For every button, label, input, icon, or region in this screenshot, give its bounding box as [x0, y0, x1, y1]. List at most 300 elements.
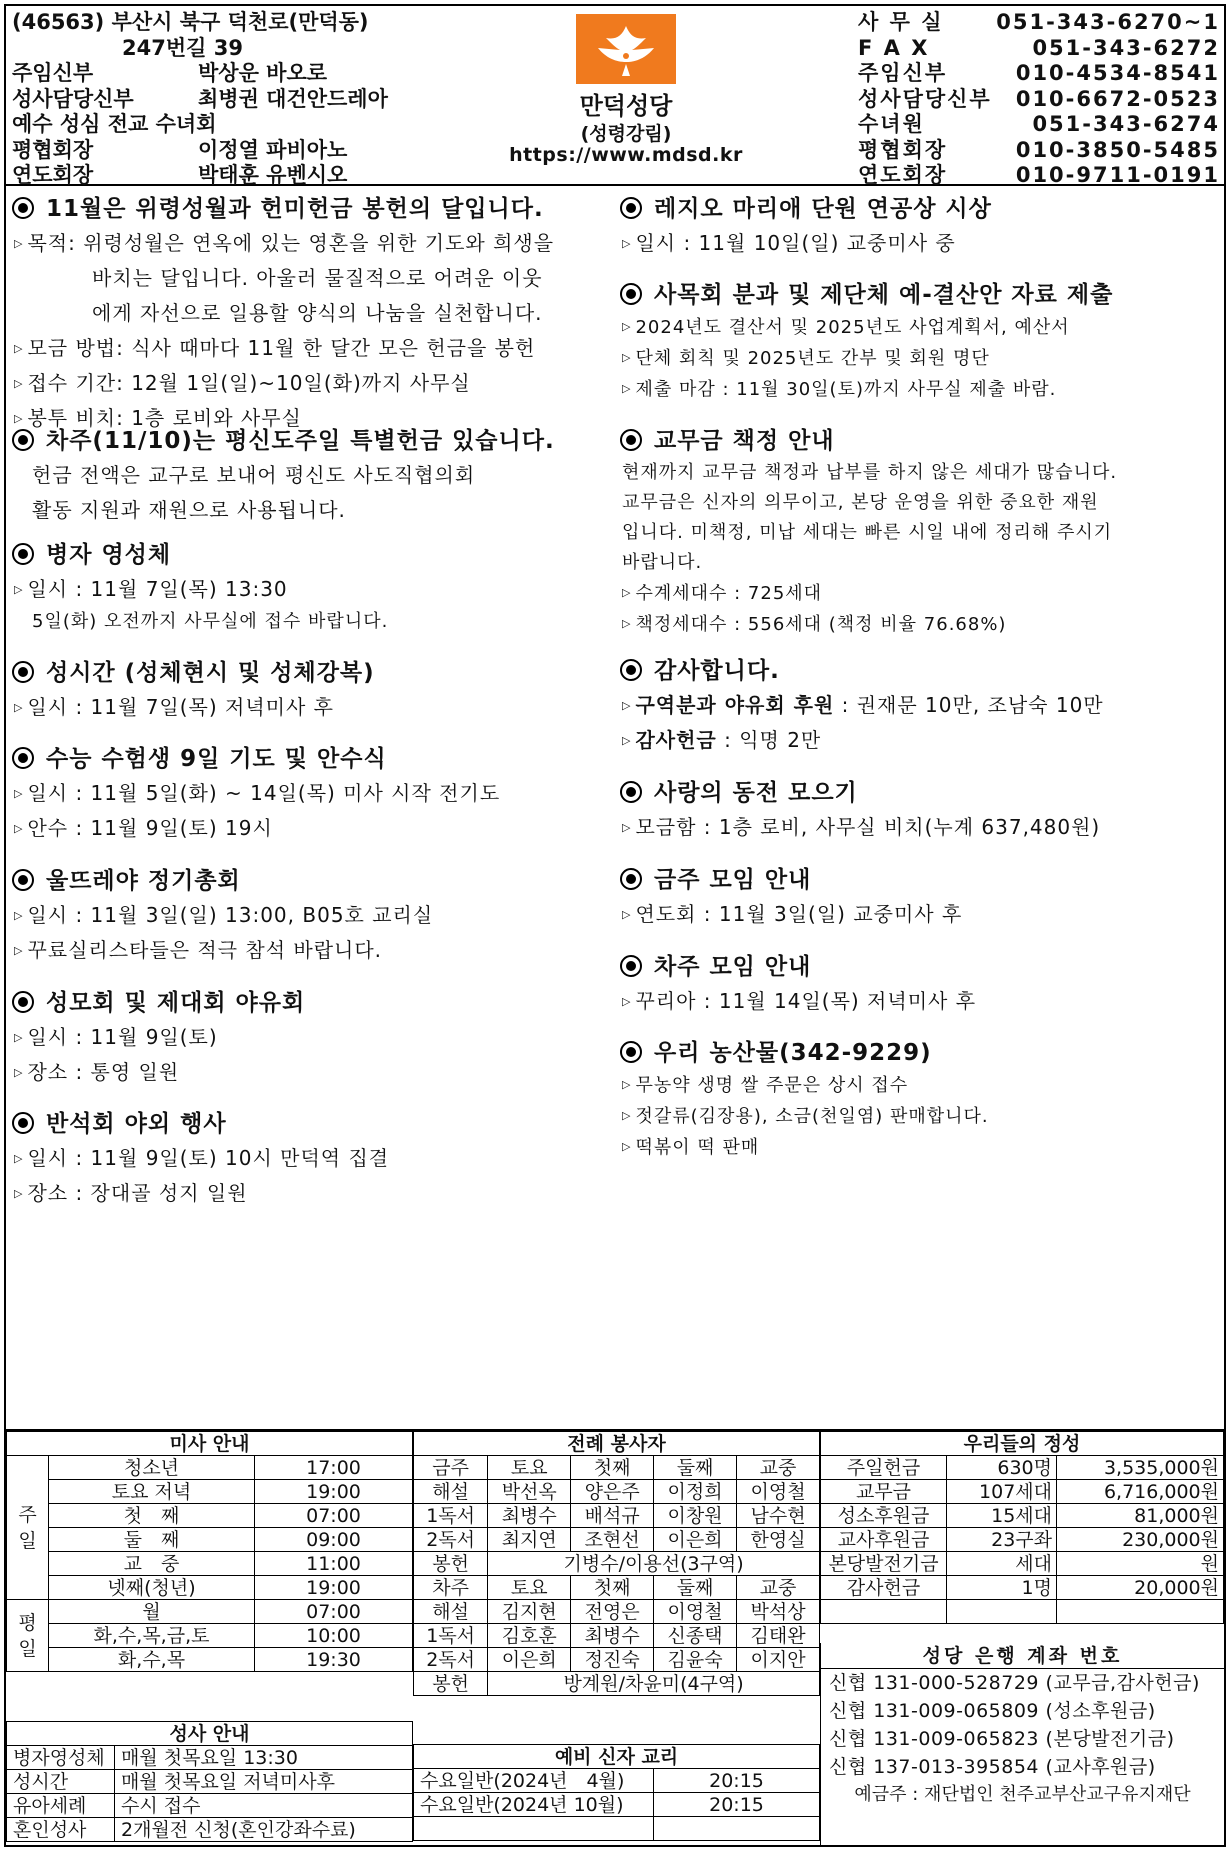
church-name: 만덕성당	[579, 92, 673, 120]
section-title-text: 차주 모임 안내	[654, 954, 812, 980]
triangle-bullet-icon: ▷	[14, 237, 24, 250]
table-row	[414, 1817, 820, 1841]
target-bullet-icon	[620, 1041, 642, 1063]
role-cell: 해설	[414, 1480, 488, 1504]
list-item	[6, 811, 614, 846]
offering-amount: 81,000원	[1057, 1504, 1224, 1528]
list-item	[6, 458, 614, 493]
list-item-text: 일시 : 11월 9일(토)	[27, 1025, 218, 1049]
table-header-cell: 차주	[414, 1576, 488, 1600]
class-time: 20:15	[654, 1769, 820, 1793]
announcement-section	[6, 1107, 614, 1211]
triangle-bullet-icon: ▷	[622, 821, 632, 834]
section-title-text: 레지오 마리애 단원 연공상 시상	[654, 196, 992, 222]
list-item	[614, 810, 1224, 845]
server-cell: 이은희	[654, 1528, 737, 1552]
announcement-section	[6, 864, 614, 968]
server-cell: 이정희	[654, 1480, 737, 1504]
table-row	[7, 1746, 413, 1770]
triangle-bullet-icon: ▷	[14, 412, 24, 425]
triangle-bullet-icon: ▷	[622, 699, 632, 712]
liturgy-servers-table	[413, 1431, 820, 1696]
announcement-section	[614, 950, 1224, 1019]
list-item-text: 현재까지 교무금 책정과 납부를 하지 않은 세대가 많습니다.	[622, 462, 1118, 483]
list-item	[6, 493, 614, 528]
list-item-text: 책정세대수 : 556세대 (책정 비율 76.68%)	[635, 614, 1007, 635]
triangle-bullet-icon: ▷	[622, 586, 632, 599]
offering-count: 1명	[947, 1576, 1057, 1600]
server-cell: 김윤숙	[654, 1648, 737, 1672]
target-bullet-icon	[620, 659, 642, 681]
mass-time: 11:00	[255, 1552, 413, 1576]
section-title	[6, 986, 614, 1020]
server-cell: 박선옥	[488, 1480, 571, 1504]
list-item-text: 헌금 전액은 교구로 보내어 평신도 사도직협의회	[32, 463, 476, 487]
bank-account: 신협 131-000-528729 (교무금,감사헌금)	[829, 1672, 1200, 1694]
section-title-text: 성모회 및 제대회 야유회	[46, 990, 306, 1016]
server-cell: 방계원/차윤미(4구역)	[488, 1672, 820, 1696]
list-item-text: 바랍니다.	[622, 552, 703, 573]
announcement-section	[614, 654, 1224, 758]
section-title	[6, 1107, 614, 1141]
offering-count: 세대	[947, 1552, 1057, 1576]
mass-name: 화,수,목	[49, 1648, 255, 1672]
list-item-text: 제출 마감 : 11월 30일(토)까지 사무실 제출 바람.	[635, 379, 1057, 400]
server-cell: 최지연	[488, 1528, 571, 1552]
server-cell: 김호훈	[488, 1624, 571, 1648]
section-title-text: 수능 수험생 9일 기도 및 안수식	[46, 746, 387, 772]
list-item-text: 입니다. 미책정, 미납 세대는 빠른 시일 내에 정리해 주시기	[622, 522, 1113, 543]
section-title	[614, 278, 1224, 312]
table-row	[414, 1672, 820, 1696]
role-cell: 2독서	[414, 1528, 488, 1552]
table-title: 성사 안내	[7, 1722, 413, 1746]
table-row	[414, 1600, 820, 1624]
list-item	[614, 1132, 1224, 1163]
list-item-text: 활동 지원과 재원으로 사용됩니다.	[32, 498, 346, 522]
list-item-text: 바치는 달입니다. 아울러 물질적으로 어려운 이웃	[92, 266, 543, 290]
bank-account: 신협 131-009-065823 (본당발전기금)	[829, 1728, 1175, 1750]
mass-time: 19:30	[255, 1648, 413, 1672]
triangle-bullet-icon: ▷	[14, 1152, 24, 1165]
sacrament-name: 성시간	[7, 1770, 115, 1794]
list-item	[6, 572, 614, 607]
announcement-section	[614, 776, 1224, 845]
mass-name: 교 중	[49, 1552, 255, 1576]
triangle-bullet-icon: ▷	[622, 1140, 632, 1153]
server-cell: 신종택	[654, 1624, 737, 1648]
table-row	[414, 1504, 820, 1528]
section-title-text: 사랑의 동전 모으기	[654, 780, 858, 806]
table-row	[7, 1456, 413, 1480]
list-item	[6, 607, 614, 637]
section-title-text: 차주(11/10)는 평신도주일 특별헌금 있습니다.	[46, 428, 555, 454]
table-row	[7, 1648, 413, 1672]
table-row	[414, 1456, 820, 1480]
list-item-text: 꾸료실리스타들은 적극 참석 바랍니다.	[27, 938, 383, 962]
holy-spirit-logo-icon	[576, 14, 676, 84]
list-item	[614, 1101, 1224, 1132]
section-title-text: 사목회 분과 및 제단체 예-결산안 자료 제출	[654, 282, 1114, 308]
class-name: 수요일반(2024년 10월)	[414, 1793, 654, 1817]
list-item	[614, 226, 1224, 261]
catechism-table	[413, 1744, 820, 1841]
table-header-cell: 금주	[414, 1456, 488, 1480]
section-title	[614, 654, 1224, 688]
sacrament-detail: 매월 첫목요일 저녁미사후	[115, 1770, 413, 1794]
bulletin-page	[4, 4, 1226, 1847]
target-bullet-icon	[12, 429, 34, 451]
section-title	[614, 950, 1224, 984]
list-item	[614, 984, 1224, 1019]
list-item-text: 접수 기간: 12월 1일(일)~10일(화)까지 사무실	[27, 371, 471, 395]
list-item-text: 모금함 : 1층 로비, 사무실 비치(누계 637,480원)	[635, 815, 1101, 839]
list-item	[614, 723, 1224, 758]
section-title	[6, 538, 614, 572]
offering-amount: 3,535,000원	[1057, 1456, 1224, 1480]
list-item	[6, 1020, 614, 1055]
contact-number: 051-343-6270~1	[996, 10, 1220, 34]
announcement-section	[614, 424, 1224, 640]
list-item-text: 모금 방법: 식사 때마다 11월 한 달간 모은 헌금을 봉헌	[27, 336, 536, 360]
list-item-text: 5일(화) 오전까지 사무실에 접수 바랍니다.	[32, 611, 389, 632]
section-title-text: 금주 모임 안내	[654, 867, 812, 893]
list-item-text: 안수 : 11월 9일(토) 19시	[27, 816, 273, 840]
list-item	[6, 331, 614, 366]
target-bullet-icon	[620, 868, 642, 890]
list-item-text: 무농약 생명 쌀 주문은 상시 접수	[635, 1075, 909, 1096]
announcement-section	[6, 742, 614, 846]
bottom-info-tables	[6, 1429, 1224, 1847]
bank-title: 성당 은행 계좌 번호	[821, 1643, 1224, 1669]
server-cell: 김지현	[488, 1600, 571, 1624]
list-item	[6, 226, 614, 261]
list-item-text: 일시 : 11월 10일(일) 교중미사 중	[635, 231, 956, 255]
triangle-bullet-icon: ▷	[14, 583, 24, 596]
offering-amount: 6,716,000원	[1057, 1480, 1224, 1504]
list-item	[614, 312, 1224, 343]
table-row	[414, 1576, 820, 1600]
list-item-text: : 권재문 10만, 조남숙 10만	[834, 693, 1104, 717]
list-item-text: 봉투 비치: 1층 로비와 사무실	[27, 406, 302, 430]
sacrament-name: 유아세례	[7, 1794, 115, 1818]
offering-type: 성소후원금	[821, 1504, 947, 1528]
list-item	[6, 898, 614, 933]
list-item-text: 2024년도 결산서 및 2025년도 사업계획서, 예산서	[635, 317, 1070, 338]
offering-count: 15세대	[947, 1504, 1057, 1528]
target-bullet-icon	[620, 955, 642, 977]
list-item-text: 젓갈류(김장용), 소금(천일염) 판매합니다.	[635, 1106, 989, 1127]
target-bullet-icon	[12, 543, 34, 565]
announcement-section	[6, 538, 614, 637]
section-title	[6, 742, 614, 776]
table-title: 미사 안내	[7, 1432, 413, 1456]
list-item-text: 연도회 : 11월 3일(일) 교중미사 후	[635, 902, 963, 926]
sacrament-detail: 매월 첫목요일 13:30	[115, 1746, 413, 1770]
table-row	[821, 1528, 1224, 1552]
role-cell: 봉헌	[414, 1552, 488, 1576]
list-item-text: 일시 : 11월 7일(목) 저녁미사 후	[27, 695, 334, 719]
offering-type: 교사후원금	[821, 1528, 947, 1552]
server-cell: 최병수	[571, 1624, 654, 1648]
list-item	[6, 1176, 614, 1211]
bank-account: 신협 137-013-395854 (교사후원금)	[829, 1756, 1156, 1778]
weekday-label: 평 일	[7, 1600, 49, 1672]
table-row	[414, 1480, 820, 1504]
announcement-section	[614, 1036, 1224, 1163]
table-row	[7, 1552, 413, 1576]
target-bullet-icon	[620, 781, 642, 803]
contact-number: 051-343-6274	[1032, 112, 1220, 136]
bank-account: 신협 131-009-065809 (성소후원금)	[829, 1700, 1156, 1722]
announcement-section	[614, 192, 1224, 261]
staff-name: 박태훈 유벤시오	[198, 163, 348, 187]
offering-type: 본당발전기금	[821, 1552, 947, 1576]
list-item	[614, 609, 1224, 640]
list-item-text: 장소 : 장대골 성지 일원	[27, 1181, 248, 1205]
list-item-text: 목적: 위령성월은 연옥에 있는 영혼을 위한 기도와 희생을	[27, 231, 555, 255]
sacrament-name: 병자영성체	[7, 1746, 115, 1770]
offering-amount: 230,000원	[1057, 1528, 1224, 1552]
server-cell: 전영은	[571, 1600, 654, 1624]
list-item-text: : 익명 2만	[716, 728, 822, 752]
role-cell: 해설	[414, 1600, 488, 1624]
role-cell: 봉헌	[414, 1672, 488, 1696]
contact-label: 사 무 실	[858, 10, 944, 34]
announcement-section	[6, 192, 614, 436]
list-item	[6, 933, 614, 968]
announcement-section	[6, 424, 614, 528]
section-title	[6, 864, 614, 898]
section-title	[614, 776, 1224, 810]
list-item	[614, 458, 1224, 488]
class-time: 20:15	[654, 1793, 820, 1817]
list-item	[614, 343, 1224, 374]
triangle-bullet-icon: ▷	[14, 342, 24, 355]
staff-role: 성사담당신부	[12, 86, 134, 111]
contact-label: 주임신부	[858, 61, 948, 85]
section-title-text: 반석회 야외 행사	[46, 1111, 227, 1137]
section-title	[614, 1036, 1224, 1070]
triangle-bullet-icon: ▷	[622, 995, 632, 1008]
server-cell: 이영철	[654, 1600, 737, 1624]
table-header-cell: 교중	[737, 1456, 820, 1480]
role-cell: 1독서	[414, 1624, 488, 1648]
sacrament-detail: 2개월전 신청(혼인강좌수료)	[115, 1818, 413, 1842]
mass-name: 토요 저녁	[49, 1480, 255, 1504]
church-subtitle: (성령강림)	[580, 123, 672, 145]
list-item	[614, 548, 1224, 578]
list-item	[614, 488, 1224, 518]
header-right-contacts	[858, 10, 1224, 189]
offering-count: 630명	[947, 1456, 1057, 1480]
list-item-text: 수계세대수 : 725세대	[635, 583, 823, 604]
offering-count: 107세대	[947, 1480, 1057, 1504]
sacrament-name: 혼인성사	[7, 1818, 115, 1842]
table-row	[414, 1793, 820, 1817]
table-row	[7, 1576, 413, 1600]
table-row	[821, 1504, 1224, 1528]
contact-number: 051-343-6272	[1032, 35, 1220, 60]
mass-time: 19:00	[255, 1576, 413, 1600]
list-item	[6, 296, 614, 331]
list-item-text: 꾸리아 : 11월 14일(목) 저녁미사 후	[635, 989, 977, 1013]
contact-label: 수녀원	[858, 112, 925, 136]
bank-accounts-block	[820, 1643, 1224, 1847]
triangle-bullet-icon: ▷	[14, 944, 24, 957]
sacrament-table	[6, 1721, 413, 1842]
table-row	[7, 1818, 413, 1842]
table-row	[7, 1480, 413, 1504]
mass-time: 17:00	[255, 1456, 413, 1480]
offering-type: 감사헌금	[821, 1576, 947, 1600]
server-cell: 최병수	[488, 1504, 571, 1528]
staff-name: 이정열 파비아노	[198, 137, 348, 162]
triangle-bullet-icon: ▷	[14, 909, 24, 922]
contact-number: 010-9711-0191	[1015, 163, 1220, 187]
server-cell: 한영실	[737, 1528, 820, 1552]
section-title-text: 교무금 책정 안내	[654, 428, 835, 454]
section-title	[614, 192, 1224, 226]
table-row	[821, 1456, 1224, 1480]
announcements-left-column	[6, 186, 614, 1429]
server-cell: 이창원	[654, 1504, 737, 1528]
list-item-text: 떡볶이 떡 판매	[635, 1137, 760, 1158]
server-cell: 박석상	[737, 1600, 820, 1624]
table-row	[7, 1624, 413, 1648]
mass-name: 화,수,목,금,토	[49, 1624, 255, 1648]
staff-role: 평협회장	[12, 137, 94, 162]
triangle-bullet-icon: ▷	[622, 237, 632, 250]
triangle-bullet-icon: ▷	[622, 908, 632, 921]
header	[6, 6, 1224, 186]
table-row	[414, 1552, 820, 1576]
table-row	[414, 1648, 820, 1672]
server-cell: 이지안	[737, 1648, 820, 1672]
mass-name: 둘 째	[49, 1528, 255, 1552]
mass-time: 09:00	[255, 1528, 413, 1552]
list-item	[6, 366, 614, 401]
target-bullet-icon	[12, 197, 34, 219]
announcement-section	[6, 656, 614, 725]
triangle-bullet-icon: ▷	[14, 787, 24, 800]
contact-label: F A X	[858, 35, 930, 60]
staff-role: 주임신부	[12, 61, 94, 85]
announcement-section	[614, 278, 1224, 405]
list-item	[6, 1141, 614, 1176]
table-row	[7, 1794, 413, 1818]
table-row	[821, 1552, 1224, 1576]
list-item-text: 일시 : 11월 5일(화) ~ 14일(목) 미사 시작 전기도	[27, 781, 501, 805]
contact-label: 성사담당신부	[858, 86, 992, 111]
target-bullet-icon	[620, 283, 642, 305]
section-title-text: 11월은 위령성월과 헌미헌금 봉헌의 달입니다.	[46, 196, 544, 222]
table-row	[414, 1624, 820, 1648]
triangle-bullet-icon: ▷	[622, 382, 632, 395]
section-title-text: 병자 영성체	[46, 542, 172, 568]
table-row	[7, 1528, 413, 1552]
staff-role: 예수 성심 전교 수녀회	[12, 112, 217, 136]
target-bullet-icon	[620, 197, 642, 219]
server-cell: 김태완	[737, 1624, 820, 1648]
triangle-bullet-icon: ▷	[622, 734, 632, 747]
triangle-bullet-icon: ▷	[14, 1187, 24, 1200]
church-url[interactable]: https://www.mdsd.kr	[509, 144, 743, 166]
list-item-text: 일시 : 11월 3일(일) 13:00, B05호 교리실	[27, 903, 434, 927]
contact-label: 평협회장	[858, 137, 948, 162]
server-cell: 양은주	[571, 1480, 654, 1504]
target-bullet-icon	[12, 661, 34, 683]
section-title	[6, 424, 614, 458]
triangle-bullet-icon: ▷	[14, 1066, 24, 1079]
table-row	[821, 1480, 1224, 1504]
table-header-cell: 첫째	[571, 1576, 654, 1600]
mass-name: 청소년	[49, 1456, 255, 1480]
offering-table	[820, 1431, 1224, 1624]
server-cell: 남수현	[737, 1504, 820, 1528]
triangle-bullet-icon: ▷	[14, 822, 24, 835]
triangle-bullet-icon: ▷	[622, 320, 632, 333]
address-line-1: (46563) 부산시 북구 덕천로(만덕동)	[12, 10, 369, 34]
table-row	[821, 1600, 1224, 1624]
church-logo-block	[486, 14, 766, 182]
list-item	[6, 1055, 614, 1090]
list-item-label: 감사헌금	[635, 728, 717, 752]
server-cell: 이은희	[488, 1648, 571, 1672]
mass-name: 넷째(청년)	[49, 1576, 255, 1600]
staff-name: 최병권 대건안드레아	[198, 86, 388, 111]
list-item	[614, 1070, 1224, 1101]
offering-type: 교무금	[821, 1480, 947, 1504]
list-item	[6, 690, 614, 725]
table-row	[7, 1504, 413, 1528]
target-bullet-icon	[12, 1112, 34, 1134]
list-item	[6, 261, 614, 296]
list-item-text: 장소 : 통영 일원	[27, 1060, 180, 1084]
sacrament-detail: 수시 접수	[115, 1794, 413, 1818]
announcement-section	[6, 986, 614, 1090]
address-line-2: 247번길 39	[122, 35, 243, 60]
section-title-text: 울뜨레야 정기총회	[46, 868, 241, 894]
list-item	[614, 518, 1224, 548]
section-title-text: 성시간 (성체현시 및 성체강복)	[46, 660, 375, 686]
list-item-text: 일시 : 11월 9일(토) 10시 만덕역 집결	[27, 1146, 390, 1170]
offering-type: 주일헌금	[821, 1456, 947, 1480]
announcements-right-column	[614, 186, 1224, 1429]
server-cell: 조현선	[571, 1528, 654, 1552]
contact-number: 010-3850-5485	[1015, 137, 1220, 162]
mass-time: 07:00	[255, 1600, 413, 1624]
list-item	[614, 688, 1224, 723]
server-cell: 이영철	[737, 1480, 820, 1504]
table-row	[414, 1769, 820, 1793]
section-title	[614, 424, 1224, 458]
target-bullet-icon	[12, 869, 34, 891]
mass-name: 첫 째	[49, 1504, 255, 1528]
list-item-text: 교무금은 신자의 의무이고, 본당 운영을 위한 중요한 재원	[622, 492, 1099, 513]
table-row	[821, 1576, 1224, 1600]
contact-number: 010-6672-0523	[1015, 86, 1220, 111]
table-row	[7, 1770, 413, 1794]
section-title	[614, 863, 1224, 897]
triangle-bullet-icon: ▷	[14, 377, 24, 390]
contact-label: 연도회장	[858, 163, 948, 187]
table-header-cell: 토요	[488, 1456, 571, 1480]
list-item	[614, 578, 1224, 609]
list-item	[614, 897, 1224, 932]
target-bullet-icon	[620, 429, 642, 451]
table-row	[7, 1600, 413, 1624]
